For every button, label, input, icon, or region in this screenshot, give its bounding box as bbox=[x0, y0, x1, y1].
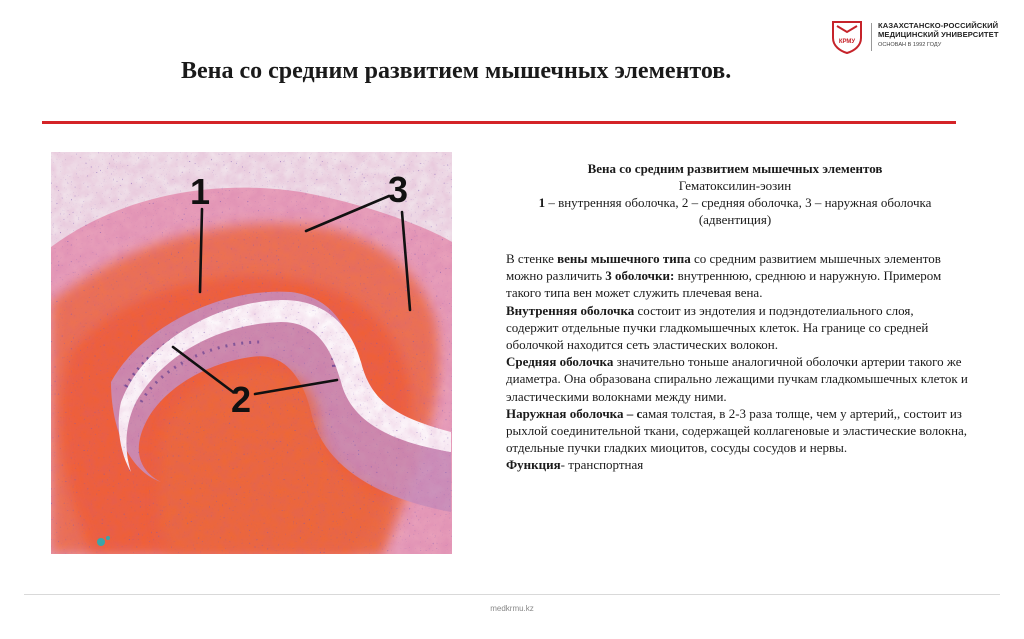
intro-text-a: В стенке bbox=[506, 251, 558, 266]
label-1: 1 bbox=[190, 171, 211, 212]
function-label: Функция bbox=[506, 457, 561, 473]
caption-stain: Гематоксилин-эозин bbox=[678, 178, 792, 193]
inner-layer-label: Внутренняя оболочка bbox=[506, 302, 635, 318]
caption-legend-text: – внутренняя оболочка, 2 – средняя оболочка, 3 – наружная оболочка (адвентиция) bbox=[545, 195, 932, 227]
intro-text-e: внутреннюю, среднюю и наружную. Примером такого типа вен может служить плечевая вена. bbox=[506, 268, 942, 301]
footer-divider bbox=[24, 594, 1000, 595]
function-paragraph bbox=[506, 456, 968, 473]
label-2: 2 bbox=[231, 379, 252, 420]
logo-divider bbox=[871, 23, 872, 51]
university-shield-icon bbox=[829, 20, 865, 54]
logo-text bbox=[878, 21, 1008, 50]
intro-bold-vein-type: вены мышечного типа bbox=[557, 251, 691, 266]
university-logo bbox=[829, 20, 1005, 54]
function-text: - транспортная bbox=[560, 457, 644, 473]
logo-founded: ОСНОВАН В 1992 ГОДУ bbox=[878, 42, 942, 48]
vein-micrograph bbox=[51, 152, 452, 554]
intro-paragraph bbox=[506, 250, 968, 302]
intro-bold-layers: 3 оболочки: bbox=[605, 268, 675, 284]
outer-layer-label: Наружная оболочка – с bbox=[506, 405, 643, 421]
middle-layer-text: значительно тоньше аналогичной оболочки артерии такого же диаметра. Она образована спирально лежащими пучкам гладкомышечных клеток и эластическими волокнами между ними. bbox=[506, 354, 968, 404]
middle-layer-paragraph bbox=[506, 353, 968, 405]
inner-layer-paragraph bbox=[506, 302, 968, 354]
inner-layer-text: состоит из эндотелия и подэндотелиального слоя, содержит отдельные пучки гладкомышечных клеток. На границе со средней оболочкой находится сеть эластических волокон. bbox=[506, 302, 929, 353]
logo-badge-text: КРМУ bbox=[838, 39, 856, 45]
logo-line-2: МЕДИЦИНСКИЙ УНИВЕРСИТЕТ bbox=[878, 30, 999, 39]
label-3: 3 bbox=[388, 169, 409, 210]
footer-site: medkrmu.kz bbox=[490, 604, 534, 613]
outer-layer-text: амая толстая, в 2-3 раза толще, чем у артерий,, состоит из рыхлой соединительной ткани, содержащей коллагеновые и эластические волокна, отдельные пучки гладких миоцитов, сосуды сосудов и нервы. bbox=[506, 405, 968, 456]
caption-legend bbox=[505, 194, 965, 228]
logo-line-1: КАЗАХСТАНСКО-РОССИЙСКИЙ bbox=[878, 21, 999, 30]
figure-caption bbox=[505, 160, 965, 228]
intro-text-c: со средним развитием мышечных элементов можно различить bbox=[506, 251, 941, 284]
caption-title: Вена со средним развитием мышечных элементов bbox=[587, 161, 883, 176]
outer-layer-paragraph bbox=[506, 405, 968, 457]
title-divider bbox=[42, 121, 956, 124]
slide-title: Вена со средним развитием мышечных элементов. bbox=[181, 58, 732, 84]
caption-legend-number: 1 bbox=[538, 195, 546, 210]
middle-layer-label: Средняя оболочка bbox=[506, 354, 614, 370]
description-text bbox=[506, 250, 968, 474]
